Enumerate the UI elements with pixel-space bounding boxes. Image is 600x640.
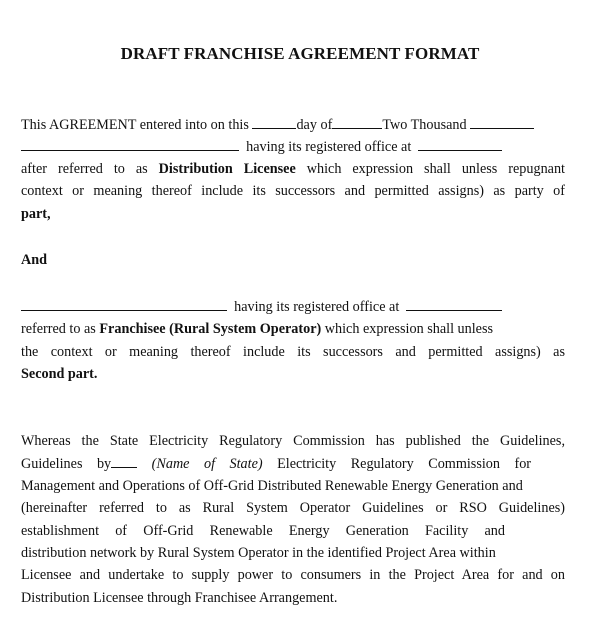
blank-licensee-office bbox=[418, 138, 502, 151]
blank-month bbox=[332, 116, 382, 129]
document-title: DRAFT FRANCHISE AGREEMENT FORMAT bbox=[120, 44, 480, 63]
whereas-line5: establishment of Off-Grid Renewable Energy Generation Facility and bbox=[21, 523, 505, 539]
whereas-line7: Licensee and undertake to supply power to consumers in the Project Area for and on bbox=[21, 567, 565, 583]
party2-line2: referred to as Franchisee (Rural System Operator) which expression shall unless bbox=[21, 321, 494, 337]
blank-franchisee-name bbox=[21, 298, 227, 311]
registered-office-text: having its registered office at bbox=[246, 139, 412, 155]
name-of-state: (Name of State) bbox=[151, 456, 263, 472]
party2-line4: Second part. bbox=[21, 366, 98, 382]
blank-licensee-name bbox=[21, 138, 239, 151]
party1-line4: context or meaning thereof include its successors and permitted assigns) as party of bbox=[21, 183, 565, 199]
whereas-line6: distribution network by Rural System Operator in the identified Project Area within bbox=[21, 545, 496, 561]
franchisee-term: Franchisee (Rural System Operator) bbox=[99, 321, 322, 337]
party1-line3: after referred to as Distribution Licensee which expression shall unless repugnant bbox=[21, 161, 566, 177]
blank-franchisee-office bbox=[406, 298, 502, 311]
party2-line1 bbox=[21, 298, 502, 316]
party2-line3: the context or meaning thereof include its successors and permitted assigns) as bbox=[21, 344, 565, 360]
whereas-line8: Distribution Licensee through Franchisee Arrangement. bbox=[21, 590, 338, 606]
whereas-line1: Whereas the State Electricity Regulatory Commission has published the Guidelines, bbox=[21, 433, 565, 449]
day-of-text: day of bbox=[296, 117, 333, 133]
and-label: And bbox=[21, 252, 48, 268]
party1-line2 bbox=[21, 138, 502, 156]
party1-line5: part, bbox=[21, 206, 51, 222]
whereas-line3: Management and Operations of Off-Grid Distributed Renewable Energy Generation and bbox=[21, 478, 523, 494]
registered-office-text-2: having its registered office at bbox=[234, 299, 400, 315]
blank-day bbox=[252, 116, 296, 129]
whereas-line4: (hereinafter referred to as Rural System Operator Guidelines or RSO Guidelines) bbox=[21, 500, 565, 516]
blank-year bbox=[470, 116, 534, 129]
two-thousand-text: Two Thousand bbox=[382, 117, 467, 133]
whereas-line2: Guidelines by (Name of State) Electricity Regulatory Commission for bbox=[21, 456, 532, 472]
blank-regulator bbox=[111, 455, 137, 468]
distribution-licensee-term: Distribution Licensee bbox=[158, 161, 296, 177]
intro-text: This AGREEMENT entered into on this bbox=[21, 117, 249, 133]
party1-line1 bbox=[21, 116, 534, 134]
